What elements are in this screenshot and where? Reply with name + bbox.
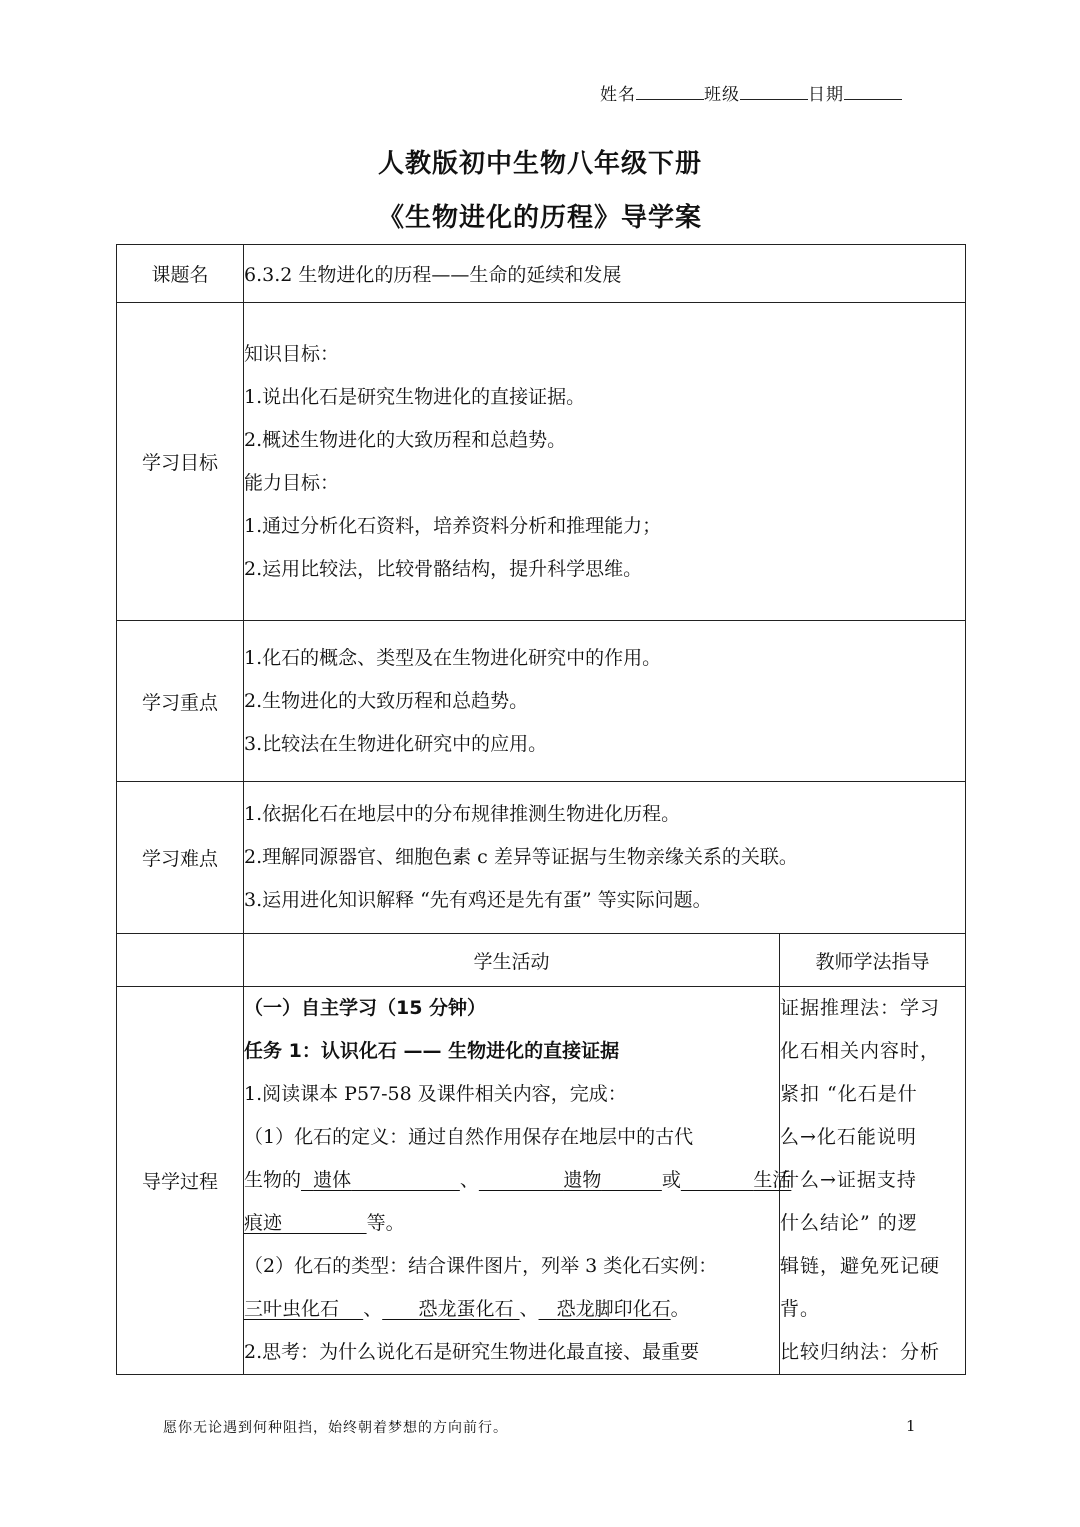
name-label: 姓名: [600, 85, 636, 105]
guide-line: 什么结论” 的逻: [780, 1212, 918, 1234]
objectives-content: [244, 303, 966, 621]
answer-traces-b-text: 痕迹: [244, 1212, 283, 1234]
etc-text: 等。: [366, 1212, 405, 1234]
class-label: 班级: [704, 85, 740, 105]
process-row: [117, 987, 966, 1375]
objectives-label: 学习目标: [117, 303, 244, 621]
answer-relics[interactable]: [479, 1169, 662, 1191]
ability-item: 2.运用比较法，比较骨骼结构，提升科学思维。: [244, 557, 643, 580]
footer-motto: 愿你无论遇到何种阻挡，始终朝着梦想的方向前行。: [163, 1420, 508, 1436]
answer-remains[interactable]: [301, 1169, 460, 1191]
question-2-line-b: [244, 1288, 779, 1331]
answer-trilobite[interactable]: [244, 1298, 363, 1320]
date-blank[interactable]: [844, 85, 902, 100]
section-title: （一）自主学习（15 分钟）: [244, 997, 487, 1019]
step-1: 1.阅读课本 P57-58 及课件相关内容，完成：: [244, 1083, 627, 1105]
question-2-line-a: （2）化石的类型：结合课件图片，列举 3 类化石实例：: [244, 1255, 718, 1277]
teacher-guidance-header: 教师学法指导: [780, 934, 966, 987]
column-header-row: [117, 934, 966, 987]
guide-line: 什么→证据支持: [780, 1169, 917, 1191]
student-info-fields: [600, 80, 902, 105]
page-number: 1: [906, 1417, 916, 1435]
name-blank[interactable]: [636, 85, 704, 100]
question-1-prefix: 生物的: [244, 1169, 302, 1191]
answer-dino-egg-text: 恐龙蛋化石: [418, 1298, 514, 1320]
question-1-line-b: [244, 1159, 792, 1202]
lesson-plan-table: [116, 244, 966, 1375]
answer-remains-text: 遗体: [313, 1169, 352, 1191]
guide-line: 化石相关内容时，: [780, 1040, 941, 1062]
period: 。: [670, 1298, 690, 1320]
answer-traces-b[interactable]: [244, 1212, 367, 1234]
guide-line: 背。: [780, 1298, 821, 1320]
answer-trilobite-text: 三叶虫化石: [244, 1298, 340, 1320]
document-subtitle: 《生物进化的历程》导学案: [377, 203, 702, 233]
answer-relics-text: 遗物: [563, 1169, 602, 1191]
key-point-item: 1.化石的概念、类型及在生物进化研究中的作用。: [244, 646, 662, 669]
separator: 、: [519, 1298, 539, 1320]
difficulty-item: 3.运用进化知识解释 “先有鸡还是先有蛋” 等实际问题。: [244, 889, 712, 911]
ability-item: 1.通过分析化石资料，培养资料分析和推理能力；: [244, 514, 662, 537]
guide-line: 么→化石能说明: [780, 1126, 917, 1148]
key-points-content: [244, 621, 966, 782]
question-1-line-c: [244, 1202, 779, 1245]
guide-line: 辑链，避免死记硬: [780, 1255, 941, 1277]
difficulty-item: 1.依据化石在地层中的分布规律推测生物进化历程。: [244, 803, 681, 825]
guide-line: 证据推理法：学习: [780, 997, 941, 1019]
knowledge-heading: 知识目标：: [244, 342, 340, 365]
topic-label: 课题名: [117, 245, 244, 303]
guide-line: 紧扣 “化石是什: [780, 1083, 918, 1105]
key-point-item: 3.比较法在生物进化研究中的应用。: [244, 732, 548, 755]
answer-dino-egg[interactable]: [382, 1298, 519, 1320]
difficulties-label: 学习难点: [117, 782, 244, 934]
answer-traces-a[interactable]: [681, 1169, 792, 1191]
knowledge-item: 2.概述生物进化的大致历程和总趋势。: [244, 428, 567, 451]
student-activity-header: 学生活动: [244, 934, 780, 987]
student-activity-content: [244, 987, 792, 1375]
difficulties-row: [117, 782, 966, 934]
topic-row: [117, 245, 966, 303]
date-label: 日期: [808, 85, 844, 105]
topic-value: 6.3.2 生物进化的历程——生命的延续和发展: [244, 245, 966, 303]
difficulty-item: 2.理解同源器官、细胞色素 c 差异等证据与生物亲缘关系的关联。: [244, 846, 798, 868]
step-2: 2.思考：为什么说化石是研究生物进化最直接、最重要: [244, 1341, 700, 1363]
separator: 、: [459, 1169, 479, 1191]
task-title: 任务 1：认识化石 —— 生物进化的直接证据: [244, 1040, 620, 1062]
ability-heading: 能力目标：: [244, 471, 340, 494]
empty-header-cell: [117, 934, 244, 987]
class-blank[interactable]: [740, 85, 808, 100]
key-point-item: 2.生物进化的大致历程和总趋势。: [244, 689, 529, 712]
document-title: 人教版初中生物八年级下册: [377, 149, 702, 179]
key-points-label: 学习重点: [117, 621, 244, 782]
guide-line: 比较归纳法：分析: [780, 1341, 941, 1363]
difficulties-content: [244, 782, 966, 934]
answer-dino-footprint-text: 恐龙脚印化石: [556, 1298, 671, 1320]
answer-dino-footprint[interactable]: [539, 1298, 671, 1320]
or-word: 或: [661, 1169, 681, 1191]
knowledge-item: 1.说出化石是研究生物进化的直接证据。: [244, 385, 586, 408]
process-label: 导学过程: [117, 987, 244, 1375]
answer-traces-a-text: 生活: [753, 1169, 792, 1191]
separator: 、: [363, 1298, 383, 1320]
objectives-row: [117, 303, 966, 621]
teacher-guidance-content: [780, 987, 966, 1375]
key-points-row: [117, 621, 966, 782]
question-1-line-a: （1）化石的定义：通过自然作用保存在地层中的古代: [244, 1126, 694, 1148]
